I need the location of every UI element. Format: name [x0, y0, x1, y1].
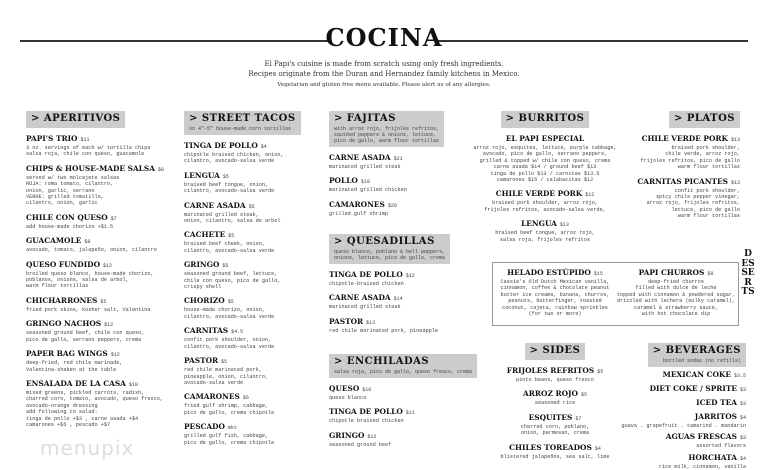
menu-item-name: CHILES TOREADOS: [509, 442, 592, 452]
menu-item-name: CHORIZO: [184, 296, 225, 306]
menu-item-description: braised pork shoulder, arroz rojo, frijoles refritos, avocado-salsa verde,: [484, 200, 606, 213]
menu-item-description: fried gulf shrimp, cabbage, pico de gallo, crema chipotle: [184, 403, 275, 416]
menu-item-title: [616, 384, 746, 395]
section-title: > BURRITOS: [505, 113, 585, 124]
menu-item-title: [184, 230, 319, 241]
section-subtitle: queso blanco, poblano & bell peppers, onions, lettuce, pico de gallo, crema: [334, 249, 446, 261]
menu-item-title: [329, 317, 464, 328]
menu-item: [184, 201, 319, 225]
menu-item-title: [329, 407, 479, 418]
menu-item-description: red chile marinated pork, pineapple, onion, cilantro, avocado-salsa verde: [184, 367, 269, 386]
menu-item-title: [622, 177, 740, 188]
menu-item-name: ICED TEA: [696, 398, 737, 407]
menu-item: [470, 189, 620, 213]
section-title: > ENCHILADAS: [334, 356, 430, 367]
menu-item-title: [329, 270, 464, 281]
section-title: > STREET TACOS: [189, 113, 296, 124]
section-title: > SIDES: [529, 345, 581, 356]
menu-item: [26, 349, 178, 373]
menu-item-description: grilled gulf shrimp: [329, 210, 389, 217]
menu-item: [26, 134, 178, 158]
menu-item-price: $5: [248, 203, 255, 210]
menu-item: [470, 219, 620, 243]
menu-item-price: $14: [393, 296, 403, 303]
menu-item-name: EL PAPI ESPECIAL: [505, 134, 585, 143]
menu-item-name: PAPER BAG WINGS: [26, 349, 108, 359]
menu-item-name: POLLO: [329, 176, 358, 186]
watermark: menupix: [40, 436, 135, 460]
menu-item-name: GRINGO: [184, 260, 220, 270]
menu-item-description: charred corn, poblano, onion, parmesan, crema: [520, 423, 590, 437]
menu-item-description: deep-fried, red chile marinade, Valentina-shaken at the table: [26, 360, 123, 373]
menu-item: [622, 177, 740, 220]
menu-item: [26, 296, 178, 313]
menu-item: [184, 356, 319, 386]
menu-item-description: marinated grilled chicken: [329, 187, 407, 194]
menu-item-description: seasoned ground beef, chile con queso, pico de gallo, serrano peppers, crema: [26, 330, 145, 343]
menu-item-title: [496, 268, 614, 279]
menu-item-price: $11: [80, 137, 90, 143]
menu-item-price: $8: [157, 166, 164, 173]
menu-item-title: [498, 413, 612, 424]
menu-item-description: served w/ two molcajete salsas ROJA: roma tomato, cilantro, onion, garlic, serrano VERDE: grilled tomatillo, cilantro, onion, garlic: [26, 174, 120, 207]
menu-item-name: CHILE VERDE PORK: [641, 134, 728, 143]
menu-item-name: JARRITOS: [694, 412, 737, 421]
section-fajitas: [329, 111, 464, 217]
menu-item-name: PAPI CHURROS: [638, 268, 705, 277]
menu-item: [26, 213, 178, 230]
menu-item-name: CACHETE: [184, 230, 226, 240]
menu-item-title: [470, 134, 620, 145]
menu-item-description: red chile marinated pork, pineapple: [329, 327, 438, 334]
menu-item-price: $19: [360, 179, 370, 186]
intro-line-3: Vegetarian and gluten free menu available. Please alert us of any allergies.: [277, 82, 491, 88]
menu-item: [329, 200, 464, 217]
menu-item: [329, 293, 464, 310]
menu-item-title: [26, 319, 178, 330]
section-header: [648, 343, 746, 367]
menu-item-title: [498, 443, 612, 454]
menu-item-price: $13: [366, 319, 376, 326]
menu-item-name: ENSALADA DE LA CASA: [26, 378, 126, 388]
section-title: > FAJITAS: [334, 113, 396, 124]
menu-item-name: AGUAS FRESCAS: [665, 432, 737, 442]
menu-item-description: avocado, tomato, jalapeño, onion, cilantro: [26, 247, 157, 254]
menu-item-description: seasoned ground beef: [329, 441, 392, 448]
menu-item-name: LENGUA: [521, 219, 557, 229]
section-title: > QUESADILLAS: [334, 236, 435, 247]
menu-item: [329, 431, 479, 448]
menu-item-name: CAMARONES: [329, 199, 385, 209]
menu-item-title: [184, 422, 319, 433]
menu-item-name: PASTOR: [329, 316, 364, 326]
menu-item: [498, 366, 612, 383]
menu-item-description: mixed greens, pickled carrots, radish, charred corn, tomato, avocado, queso fresco, avocado-orange dressing add following to salad: tinga de pollo +$3 , carne asada +$4 camarones +$5 , pescado +$7: [26, 389, 163, 428]
menu-item-title: [26, 296, 178, 307]
dessert-helado: [496, 262, 614, 317]
menu-item-name: GRINGO: [329, 430, 365, 440]
menu-item: [616, 398, 746, 409]
menu-item-title: [470, 189, 620, 200]
menu-item-description: guava . grapefruit . tamarind . mandarin: [621, 423, 746, 429]
menu-item-title: [26, 260, 178, 271]
menu-item: [26, 319, 178, 343]
menu-item-name: ARROZ ROJO: [523, 389, 578, 399]
section-street-tacos: [184, 111, 319, 446]
section-header: [329, 354, 477, 378]
menu-item-description: 3 oz. servings of each w/ tortilla chips salsa roja, chile con queso, guacamole: [26, 145, 151, 158]
menu-item: [184, 171, 319, 195]
menu-item: [498, 389, 612, 406]
menu-item-price: $12: [367, 433, 377, 440]
intro-line-1: El Papi's cuisine is made from scratch using only fresh ingredients.: [264, 60, 504, 68]
menu-item-name: CHIPS & HOUSE-MADE SALSA: [26, 163, 155, 173]
menu-item-description: add house-made chorizo +$1.5: [26, 223, 114, 230]
menu-item-description: confit pork shoulder, spicy chile pepper vinegar, arroz rojo, frijoles refritos, lettuce, pico de gallo warm flour tortillas: [646, 187, 740, 220]
section-header: [501, 111, 590, 128]
menu-item-title: [26, 379, 178, 390]
menu-item-description: pinto beans, queso fresco: [516, 377, 594, 383]
menu-item-name: CARNE ASADA: [329, 293, 391, 303]
menu-item-price: $21: [393, 156, 403, 162]
menu-item-title: [184, 356, 319, 367]
menu-item: [329, 384, 479, 401]
menu-item-description: braised beef tongue, onion, cilantro, avocado-salsa verde: [184, 181, 275, 195]
menu-item-price: $4: [739, 415, 746, 421]
menu-item-title: [614, 268, 738, 279]
menu-item-description: chipotle-braised chicken: [329, 281, 404, 287]
menu-item-title: [184, 201, 319, 212]
menu-item-description: chipotle braised chicken: [329, 418, 404, 425]
menu-item-price: $5: [227, 299, 234, 306]
menu-item-price: $4: [739, 455, 746, 462]
menu-item-name: CARNITAS: [184, 326, 229, 336]
menu-item-title: [498, 389, 612, 400]
menu-item-title: [26, 349, 178, 360]
menu-item: [616, 453, 746, 470]
menu-item-name: LENGUA: [184, 170, 220, 180]
menu-item-title: [26, 236, 178, 247]
section-enchiladas: [329, 354, 479, 448]
menu-item-name: HORCHATA: [688, 452, 737, 462]
section-header: [329, 234, 450, 264]
menu-item-name: CARNITAS PICANTES: [637, 176, 728, 186]
menu-item: [622, 134, 740, 171]
menu-item-name: PASTOR: [184, 356, 219, 366]
menu-item-description: chipotle braised chicken, onion, cilantro, avocado-salsa verde: [184, 152, 284, 165]
menu-item-name: TINGA DE POLLO: [184, 141, 258, 150]
menu-item-title: [329, 384, 479, 395]
menu-item: [329, 317, 464, 334]
menu-item: [184, 326, 319, 350]
menu-item-price: $6: [242, 395, 249, 402]
menu-item-price: $3: [739, 401, 746, 407]
menu-item-name: MEXICAN COKE: [662, 370, 731, 379]
menu-item-price: $3: [739, 435, 746, 442]
menu-item-price: $13: [730, 137, 740, 143]
menu-item-title: [329, 293, 464, 304]
menu-item-description: broiled queso blanco, house-made chorizo, poblanos, onions, salsa de arbol, warm flour tortillas: [26, 270, 154, 290]
menu-item-price: $5: [222, 263, 229, 270]
section-header: [26, 111, 125, 128]
menu-item-description: marinated grilled steak, onion, cilantro, salsa de arbol: [184, 211, 281, 225]
menu-item-description: braised beef cheek, onion, cilantro, avocado-salsa verde: [184, 241, 275, 254]
page-title: COCINA: [325, 23, 443, 52]
menu-item-price: $8: [84, 239, 91, 246]
menu-item-description: grilled gulf fish, cabbage, pico de gallo, crema chipotle: [184, 433, 275, 446]
menu-item-title: [184, 141, 319, 152]
menu-item: [616, 412, 746, 429]
menu-item: [26, 379, 178, 428]
menu-item-description: confit pork shoulder, onion, cilantro, avocado-salsa verde: [184, 337, 275, 350]
menu-item: [498, 443, 612, 460]
section-header: [329, 111, 444, 147]
menu-item-title: [616, 398, 746, 409]
menu-item: [184, 296, 319, 320]
section-title: > BEVERAGES: [652, 345, 741, 356]
menu-item: [496, 268, 614, 317]
section-sides: [498, 343, 612, 460]
menu-item-description: house-made chorizo, onion, cilantro, avocado-salsa verde: [184, 307, 275, 320]
section-beverages: [616, 343, 746, 470]
menu-item-price: $5: [228, 233, 235, 240]
menu-item-title: [184, 326, 319, 337]
section-subtitle: bottled sodas (no refills): [662, 358, 741, 364]
menu-item-title: [184, 171, 319, 182]
menu-item-price: $4: [594, 445, 601, 452]
menu-item-price: $7: [110, 215, 117, 222]
menu-item-price: mkt: [228, 425, 238, 432]
section-subtitle: on 4"-5" house-made corn tortillas: [189, 126, 292, 132]
menu-item-title: [184, 260, 319, 271]
menu-item-description: braised beef tongue, arroz rojo, salsa roja, frijoles refritos: [495, 230, 595, 243]
menu-item-description: seasoned ground beef, lettuce, chile con queso, pico de gallo, crispy shell: [184, 271, 281, 291]
menu-item-price: $4.5: [231, 329, 244, 336]
menu-item-price: $8: [707, 271, 714, 277]
menu-item-description: rice milk, cinnamon, vanilla: [658, 463, 746, 470]
menu-item: [616, 370, 746, 381]
menu-item: [470, 134, 620, 183]
menu-item-name: PAPI'S TRIO: [26, 134, 78, 143]
menu-item-price: $12: [104, 322, 114, 329]
menu-item: [329, 407, 479, 424]
menu-item-price: $11: [405, 410, 415, 417]
menu-item: [329, 176, 464, 193]
menu-item-price: $10: [362, 387, 372, 393]
menu-item: [26, 164, 178, 207]
menu-item-title: [498, 366, 612, 377]
section-quesadillas: [329, 234, 464, 334]
menu-item-price: $3: [739, 387, 746, 393]
menu-item-description: marinated grilled steak: [329, 164, 401, 170]
menu-item-title: [26, 134, 178, 145]
menu-item-price: $12: [405, 273, 415, 279]
menu-item-name: CHILE CON QUESO: [26, 212, 108, 222]
menu-item-name: CAMARONES: [184, 392, 240, 402]
menu-item-name: FRIJOLES REFRITOS: [506, 366, 595, 375]
menu-item-title: [616, 370, 746, 381]
menu-item-name: CARNE ASADA: [184, 200, 246, 210]
menu-item-title: [616, 412, 746, 423]
menu-item-title: [329, 431, 479, 442]
menu-item-description: arroz rojo, esquites, lettuce, purple cabbage, avocado, pico de gallo, serrano peppers, grilled & topped w/ chile con queso, crema carne asada $14 / ground beef $13 tinga de pollo $13 / carnitas $13.5 camarones $15 / calabacitas $12: [473, 145, 617, 184]
menu-item-name: PESCADO: [184, 422, 225, 432]
menu-item: [329, 270, 464, 287]
menu-item-description: braised pork shoulder, chile verde, arroz rojo, frijoles refritos, pico de gallo warm flour tortillas: [640, 145, 740, 171]
section-title: > APERITIVOS: [31, 113, 121, 124]
menu-item-title: [329, 176, 464, 187]
menu-item: [26, 260, 178, 290]
desserts-label: DESSERTS: [741, 249, 755, 297]
menu-item: [616, 432, 746, 449]
section-title: > PLATOS: [674, 113, 735, 124]
menu-item: [184, 422, 319, 446]
menu-item-price: $5: [580, 392, 587, 399]
menu-item-title: [329, 200, 464, 211]
menu-item-description: Cassie's Old Dutch Mexican vanilla, cinnamon, coffee & chocolate peanut butter ice creams, banana, churros, peanuts, butterfinger, toasted coconut, cajeta, rainbow sprinkles (for two or more): [500, 279, 610, 318]
menu-item: [184, 392, 319, 416]
section-header: [525, 343, 586, 360]
menu-item-price: $3.5: [733, 373, 746, 379]
menu-item: [184, 230, 319, 254]
menu-item-title: [184, 392, 319, 403]
menu-item-price: $10: [128, 381, 138, 388]
menu-item-price: $5: [100, 298, 107, 305]
menu-item-title: [26, 164, 178, 175]
menu-item-name: CHILE VERDE PORK: [495, 189, 583, 199]
intro-line-2: Recipes originate from the Duran and Hernandez family kitchens in Mexico.: [248, 70, 520, 78]
menu-item-description: seasoned rice: [534, 400, 576, 407]
menu-item-price: $13: [559, 222, 569, 229]
dessert-churros: [614, 262, 738, 317]
menu-item-title: [616, 432, 746, 443]
menu-item-price: $20: [387, 202, 397, 209]
menu-item-name: TINGA DE POLLO: [329, 407, 403, 417]
menu-item-price: $7: [575, 415, 582, 422]
menu-item-title: [622, 134, 740, 145]
menu-item-description: blistered jalapeños, sea salt, lime: [500, 453, 610, 460]
menu-item-name: CARNE ASADA: [329, 153, 391, 162]
menu-item-name: HELADO ESTÚPIDO: [507, 268, 591, 277]
menu-item-name: GUACAMOLE: [26, 236, 82, 246]
section-platos: [622, 111, 740, 220]
menu-item: [614, 268, 738, 317]
menu-item-name: CHICHARRONES: [26, 295, 98, 305]
menu-item-price: $12: [110, 352, 120, 359]
menu-item-name: QUESO FUNDIDO: [26, 259, 101, 269]
menu-item-price: $12: [103, 262, 113, 269]
menu-item-price: $4: [260, 144, 267, 150]
menu-item-title: [616, 453, 746, 464]
menu-item-title: [26, 213, 178, 224]
menu-item: [26, 236, 178, 253]
menu-item-name: GRINGO NACHOS: [26, 319, 102, 329]
menu-item-title: [329, 153, 464, 164]
section-subtitle: salsa roja, pico de gallo, queso fresco, crema: [334, 369, 473, 375]
menu-item: [184, 141, 319, 165]
menu-item-name: ESQUITES: [528, 412, 573, 422]
menu-item-price: $13: [730, 179, 740, 186]
menu-item-name: TINGA DE POLLO: [329, 270, 403, 279]
menu-item-price: $5: [221, 359, 228, 366]
menu-item-title: [184, 296, 319, 307]
section-aperitivos: [26, 111, 178, 428]
menu-item-name: QUESO: [329, 384, 360, 393]
menu-item-description: deep-fried churros filled with dulce de leche topped with cinnamon & powdered sugar, drizzled with lechera (milky caramel), caramel & strawberry sauce, with hot chocolate dip: [616, 279, 736, 318]
menu-item-description: fried pork skins, kosher salt, Valentina: [26, 306, 151, 313]
menu-item-price: $12: [585, 192, 595, 199]
menu-item-price: $5: [597, 369, 604, 375]
menu-item-title: [470, 219, 620, 230]
section-subtitle: with arroz rojo, frijoles refritos, sautéed peppers & onions, lettuce, pico de gallo, warm flour tortillas: [334, 126, 440, 144]
section-header: [184, 111, 301, 135]
menu-item: [498, 413, 612, 437]
menu-item-description: marinated grilled steak: [329, 304, 401, 311]
menu-item: [184, 260, 319, 290]
menu-item-price: $5: [222, 173, 229, 180]
section-burritos: [470, 111, 620, 243]
section-header: [669, 111, 740, 128]
menu-item: [329, 153, 464, 170]
menu-item-price: $15: [593, 271, 603, 277]
menu-item-name: DIET COKE / SPRITE: [649, 384, 737, 393]
menu-item-description: queso blanco: [329, 395, 367, 401]
menu-item-description: assorted flavors: [696, 443, 746, 450]
menu-item: [616, 384, 746, 395]
